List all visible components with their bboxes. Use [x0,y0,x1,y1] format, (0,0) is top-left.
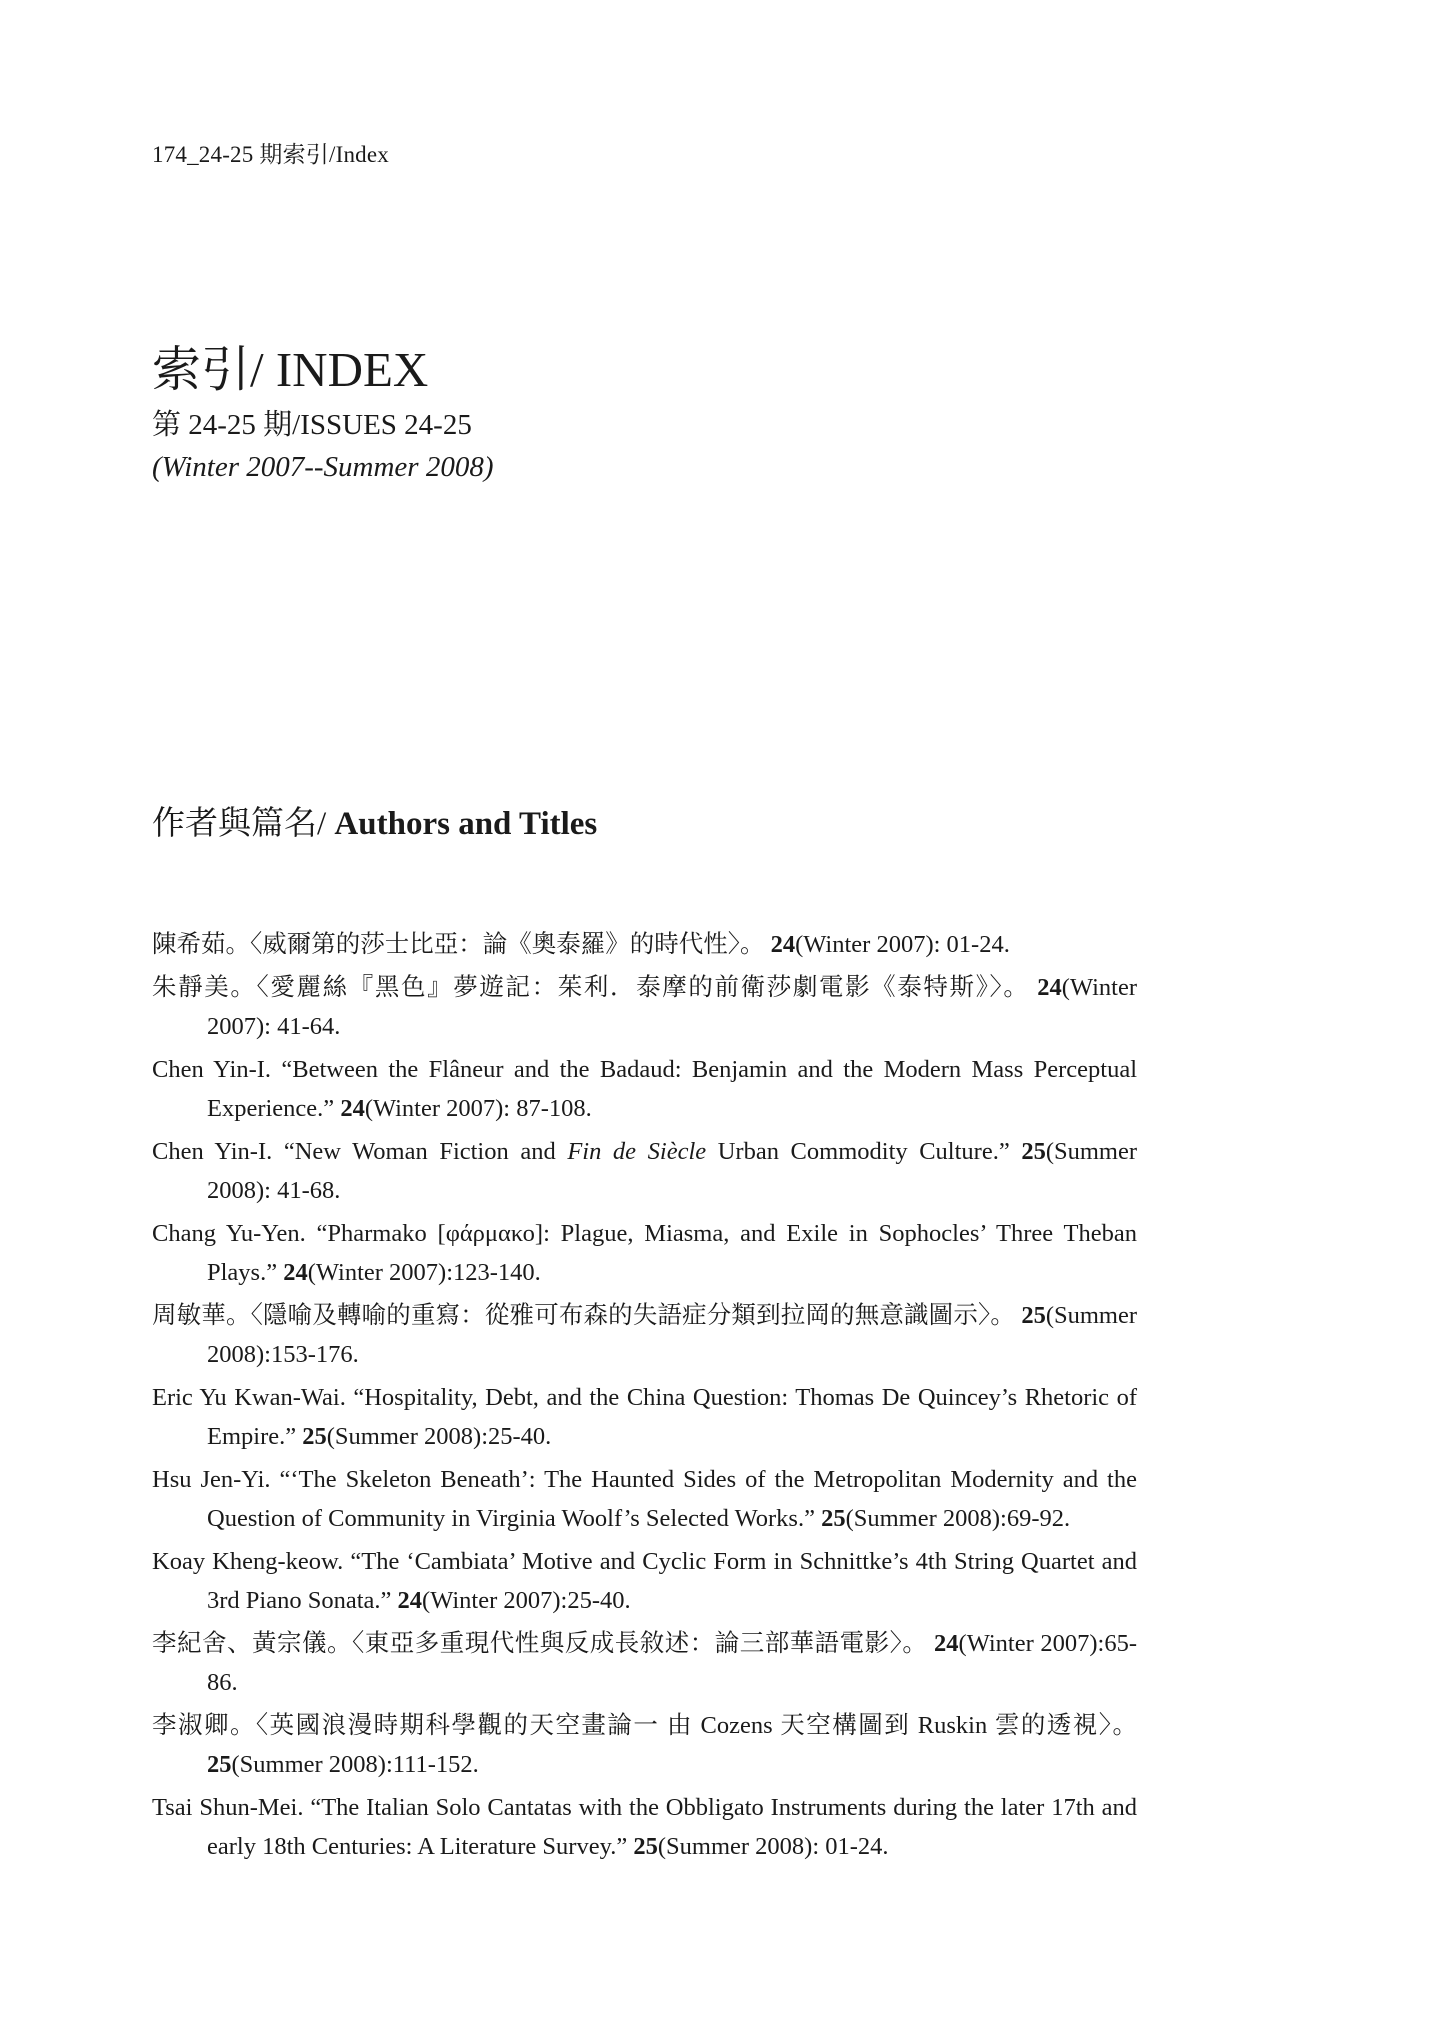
entry-citation: (Winter 2007):65-86. [207,1630,1137,1696]
entry-volume: 25 [207,1751,232,1778]
entry-citation: (Summer 2008): 01-24. [657,1833,889,1860]
entry-volume: 25 [821,1505,846,1532]
entry-citation: (Summer 2008):111-152. [231,1751,479,1778]
entry-volume: 25 [1021,1138,1046,1165]
entry-volume: 24 [934,1630,959,1657]
entry-volume: 24 [770,931,796,958]
entry-volume: 24 [340,1095,365,1122]
index-entry [152,1788,1137,1866]
index-entry [152,1624,1137,1702]
entry-text: 周敏華。〈隱喻及轉喻的重寫：從雅可布森的失語症分類到拉岡的無意識圖示〉。 [152,1302,1022,1329]
index-entry [152,1378,1137,1456]
index-entry [152,1542,1137,1620]
index-entry [152,1460,1137,1538]
entry-volume: 25 [633,1833,658,1860]
index-entry [152,1214,1137,1292]
entry-volume: 24 [1037,974,1062,1001]
entry-text: Eric Yu Kwan-Wai. “Hospitality, Debt, and the China Question: Thomas De Quincey’s Rhetoric of Empire.” [152,1384,1137,1450]
entry-volume: 24 [283,1259,308,1286]
section-heading-zh: 作者與篇名/ [152,806,327,842]
index-entry [152,925,1137,964]
entry-citation: (Summer 2008):69-92. [845,1505,1071,1532]
index-title: 索引/ INDEX [152,342,429,397]
entry-citation: (Summer 2008):153-176. [207,1302,1137,1368]
entry-volume: 24 [397,1587,423,1614]
entry-text: Chen Yin-I. “Between the Flâneur and the Badaud: Benjamin and the Modern Mass Perceptual Experience.” [152,1056,1137,1122]
entry-text: Hsu Jen-Yi. “‘The Skeleton Beneath’: The Haunted Sides of the Metropolitan Modernity and the Question of Community in Virginia Woolf’s Selected Works.” [152,1466,1137,1532]
entry-italic-text: Fin de Siècle [567,1138,707,1165]
entry-text-continued: Urban Commodity Culture.” [706,1138,1022,1165]
entry-citation: (Winter 2007): 01-24. [795,931,1010,958]
section-heading-en: Authors and Titles [326,806,598,842]
index-entry [152,1132,1137,1210]
entry-citation: (Summer 2008): 41-68. [207,1138,1137,1204]
index-entry-list [152,925,1137,1870]
entry-text: 朱靜美。〈愛麗絲『黑色』夢遊記：茱利．泰摩的前衛莎劇電影《泰特斯》〉。 [152,974,1038,1001]
title-block [152,342,494,488]
entry-volume: 25 [302,1423,327,1450]
entry-volume: 25 [1021,1302,1046,1329]
entry-text: Koay Kheng-keow. “The ‘Cambiata’ Motive and Cyclic Form in Schnittke’s 4th String Quartet and 3rd Piano Sonata.” [152,1548,1137,1614]
entry-text: 李紀舍、黃宗儀。〈東亞多重現代性與反成長敘述：論三部華語電影〉。 [152,1630,935,1657]
entry-text: Tsai Shun-Mei. “The Italian Solo Cantatas with the Obbligato Instruments during the later 17th and early 18th Centuries: A Literature Survey.” [152,1794,1137,1860]
entry-text: 陳希茹。〈威爾第的莎士比亞：論《奧泰羅》的時代性〉。 [152,931,771,958]
entry-citation: (Winter 2007):123-140. [307,1259,541,1286]
index-entry [152,968,1137,1046]
entry-citation: (Summer 2008):25-40. [326,1423,552,1450]
entry-citation: (Winter 2007): 87-108. [364,1095,592,1122]
index-entry [152,1296,1137,1374]
entry-text: 李淑卿。〈英國浪漫時期科學觀的天空畫論一 由 Cozens 天空構圖到 Ruskin 雲的透視〉。 [152,1712,1137,1739]
entry-citation: (Winter 2007): 41-64. [207,974,1137,1040]
entry-citation: (Winter 2007):25-40. [422,1587,631,1614]
index-entry [152,1706,1137,1784]
entry-text: Chang Yu-Yen. “Pharmako [φάρμακο]: Plague, Miasma, and Exile in Sophocles’ Three Theban Plays.” [152,1220,1137,1286]
issues-subtitle: 第 24-25 期/ISSUES 24-25 [152,409,472,441]
entry-text: Chen Yin-I. “New Woman Fiction and [152,1138,568,1165]
index-entry [152,1050,1137,1128]
running-head: 174_24-25 期索引/Index [152,142,389,167]
date-range: (Winter 2007--Summer 2008) [152,451,494,484]
section-heading [152,797,597,844]
